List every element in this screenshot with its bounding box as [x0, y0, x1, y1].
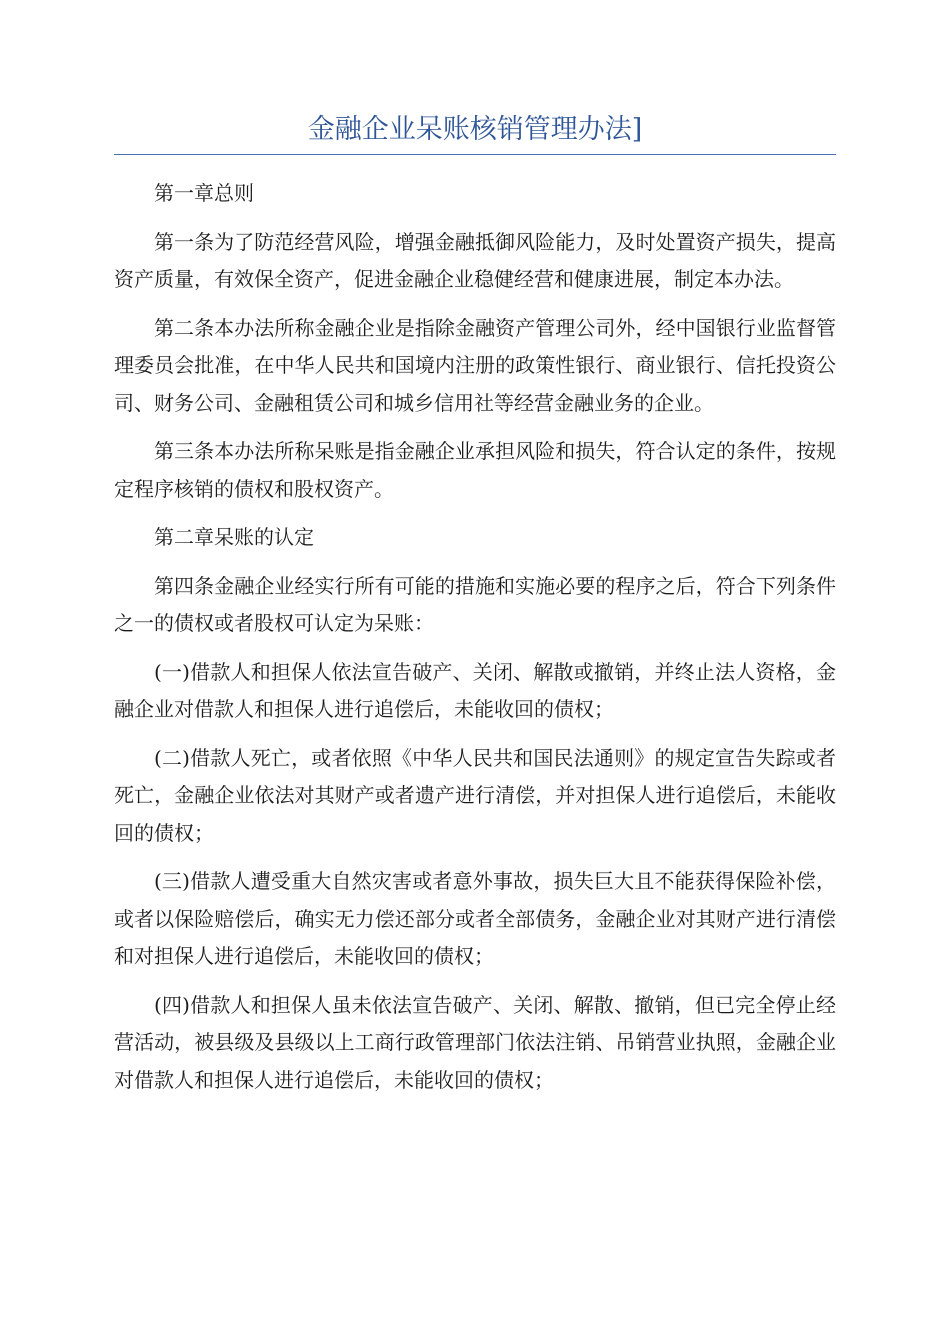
clause-1: (一)借款人和担保人依法宣告破产、关闭、解散或撤销，并终止法人资格，金融企业对借款人和担保人进行追偿后，未能收回的债权； — [114, 659, 836, 721]
article-1: 第一条为了防范经营风险，增强金融抵御风险能力，及时处置资产损失，提高资产质量，有效保全资产，促进金融企业稳健经营和健康进展，制定本办法。 — [114, 229, 836, 291]
document-title: 金融企业呆账核销管理办法] — [307, 114, 643, 145]
clause-4: (四)借款人和担保人虽未依法宣告破产、关闭、解散、撤销，但已完全停止经营活动，被县级及县级以上工商行政管理部门依法注销、吊销营业执照，金融企业对借款人和担保人进行追偿后，未能收回的债权； — [114, 992, 836, 1092]
title-underline — [114, 154, 836, 155]
document-body — [114, 175, 836, 1110]
clause-3: (三)借款人遭受重大自然灾害或者意外事故，损失巨大且不能获得保险补偿，或者以保险赔偿后，确实无力偿还部分或者全部债务，金融企业对其财产进行清偿和对担保人进行追偿后，未能收回的债权； — [114, 869, 836, 968]
article-2: 第二条本办法所称金融企业是指除金融资产管理公司外，经中国银行业监督管理委员会批准，在中华人民共和国境内注册的政策性银行、商业银行、信托投资公司、财务公司、金融租赁公司和城乡信用社等经营金融业务的企业。 — [114, 315, 836, 415]
clause-2: (二)借款人死亡，或者依照《中华人民共和国民法通则》的规定宣告失踪或者死亡，金融企业依法对其财产或者遗产进行清偿，并对担保人进行追偿后，未能收回的债权； — [114, 745, 836, 845]
article-3: 第三条本办法所称呆账是指金融企业承担风险和损失，符合认定的条件，按规定程序核销的债权和股权资产。 — [114, 439, 836, 501]
chapter-heading-1: 第一章总则 — [154, 181, 254, 205]
article-4: 第四条金融企业经实行所有可能的措施和实施必要的程序之后，符合下列条件之一的债权或者股权可认定为呆账： — [114, 573, 836, 635]
chapter-heading-2: 第二章呆账的认定 — [154, 525, 314, 549]
